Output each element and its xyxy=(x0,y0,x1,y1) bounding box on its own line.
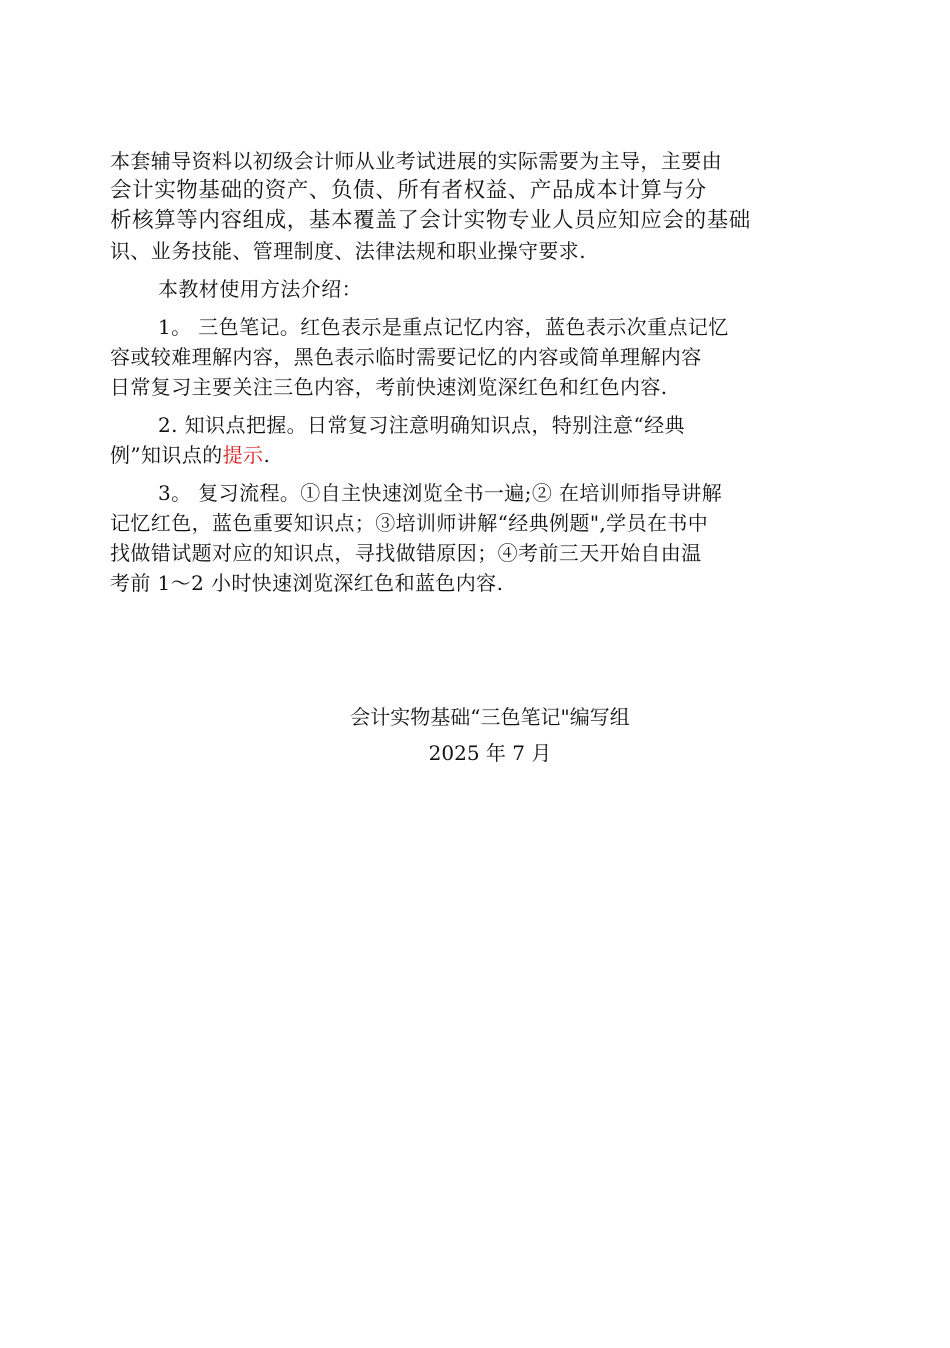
item-line: 容或较难理解内容，黑色表示临时需要记忆的内容或简单理解内容 xyxy=(110,345,702,369)
intro-line: 会计实物基础的资产、负债、所有者权益、产品成本计算与分 xyxy=(110,178,707,203)
preface-body xyxy=(110,146,818,598)
item-line xyxy=(110,440,818,470)
item-line: 日常复习主要关注三色内容，考前快速浏览深红色和红色内容. xyxy=(110,375,668,399)
item-1-paragraph xyxy=(110,312,818,402)
item-2-paragraph xyxy=(110,410,818,470)
item-line: 2. 知识点把握。日常复习注意明确知识点，特别注意“经典 xyxy=(158,413,685,437)
item-text: . xyxy=(263,443,271,467)
intro-line: 识、业务技能、管理制度、法律法规和职业操守要求. xyxy=(110,239,586,263)
method-title: 本教材使用方法介绍： xyxy=(158,277,362,301)
item-3-paragraph xyxy=(110,478,818,598)
item-line: 1。 三色笔记。红色表示是重点记忆内容，蓝色表示次重点记忆 xyxy=(158,315,729,339)
item-line: 考前 1～2 小时快速浏览深红色和蓝色内容. xyxy=(110,571,504,595)
item-line: 记忆红色，蓝色重要知识点；③培训师讲解“经典例题",学员在书中 xyxy=(110,511,709,535)
item-line: 3。 复习流程。①自主快速浏览全书一遍;② 在培训师指导讲解 xyxy=(158,481,723,505)
intro-line: 析核算等内容组成，基本覆盖了会计实物专业人员应知应会的基础 xyxy=(110,208,751,233)
signature-group: 会计实物基础“三色笔记"编写组 xyxy=(350,705,630,729)
signature-date: 2025 年 7 月 xyxy=(428,741,552,765)
intro-line: 本套辅导资料以初级会计师从业考试进展的实际需要为主导，主要由 xyxy=(110,149,722,173)
intro-paragraph xyxy=(110,146,818,266)
item-line: 找做错试题对应的知识点，寻找做错原因；④考前三天开始自由温 xyxy=(110,541,702,565)
red-highlight-text: 提示 xyxy=(222,443,264,467)
item-text: 例”知识点的 xyxy=(110,443,223,467)
